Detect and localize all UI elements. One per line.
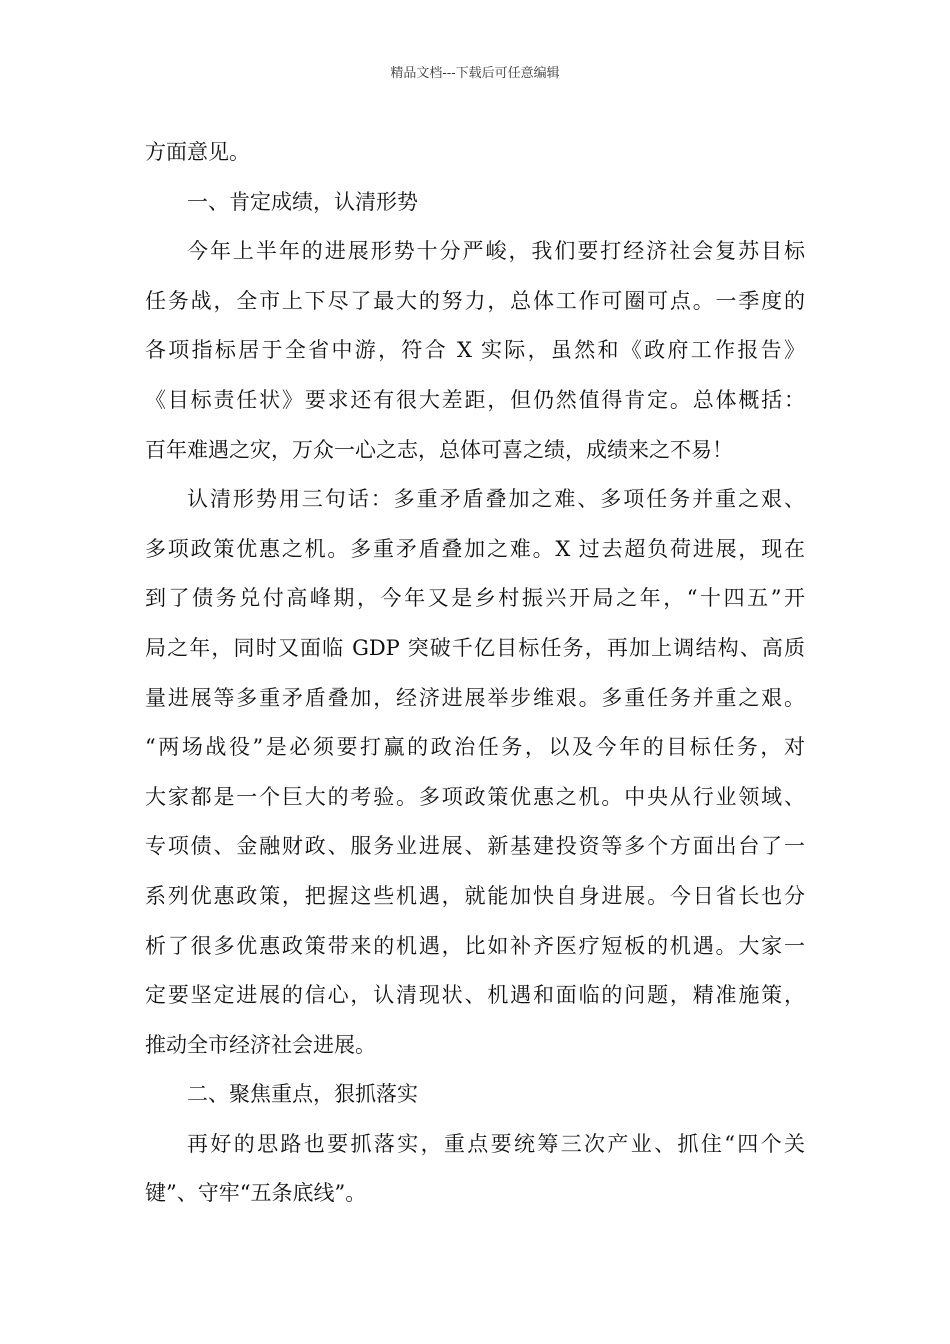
text-line: 析了很多优惠政策带来的机遇，比如补齐医疗短板的机遇。大家一 — [145, 933, 805, 958]
section-heading: 一、肯定成绩，认清形势 — [187, 189, 418, 214]
text-line: “两场战役”是必须要打赢的政治任务，以及今年的目标任务，对 — [145, 735, 805, 760]
text-line: 专项债、金融财政、服务业进展、新基建投资等多个方面出台了一 — [145, 834, 805, 859]
text-line: 键”、守牢“五条底线”。 — [145, 1181, 367, 1206]
text-line: 各项指标居于全省中游，符合 X 实际，虽然和《政府工作报告》 — [145, 338, 805, 363]
text-line: 认清形势用三句话：多重矛盾叠加之难、多项任务并重之艰、 — [187, 487, 805, 512]
text-line: 大家都是一个巨大的考验。多项政策优惠之机。中央从行业领域、 — [145, 784, 805, 809]
text-line: 《目标责任状》要求还有很大差距，但仍然值得肯定。总体概括： — [145, 387, 805, 412]
document-body — [145, 128, 805, 1219]
text-line: 定要坚定进展的信心，认清现状、机遇和面临的问题，精准施策， — [145, 983, 805, 1008]
text-line: 系列优惠政策，把握这些机遇，就能加快自身进展。今日省长也分 — [145, 883, 805, 908]
text-line: 方面意见。 — [145, 140, 250, 164]
text-line: 再好的思路也要抓落实，重点要统筹三次产业、抓住“四个关 — [187, 1131, 805, 1156]
text-line: 多项政策优惠之机。多重矛盾叠加之难。X 过去超负荷进展，现在 — [145, 536, 805, 561]
text-line: 到了债务兑付高峰期，今年又是乡村振兴开局之年，“十四五”开 — [145, 586, 805, 611]
text-line: 任务战，全市上下尽了最大的努力，总体工作可圈可点。一季度的 — [145, 288, 805, 313]
text-line: 推动全市经济社会进展。 — [145, 1032, 376, 1057]
text-line: 百年难遇之灾，万众一心之志，总体可喜之绩，成绩来之不易！ — [145, 437, 733, 462]
text-line: 量进展等多重矛盾叠加，经济进展举步维艰。多重任务并重之艰。 — [145, 685, 805, 710]
section-heading: 二、聚焦重点，狠抓落实 — [187, 1082, 418, 1107]
page-header: 精品文档---下载后可任意编辑 — [390, 66, 560, 81]
text-line: 今年上半年的进展形势十分严峻，我们要打经济社会复苏目标 — [187, 239, 805, 264]
text-line: 局之年，同时又面临 GDP 突破千亿目标任务，再加上调结构、高质 — [145, 635, 805, 660]
